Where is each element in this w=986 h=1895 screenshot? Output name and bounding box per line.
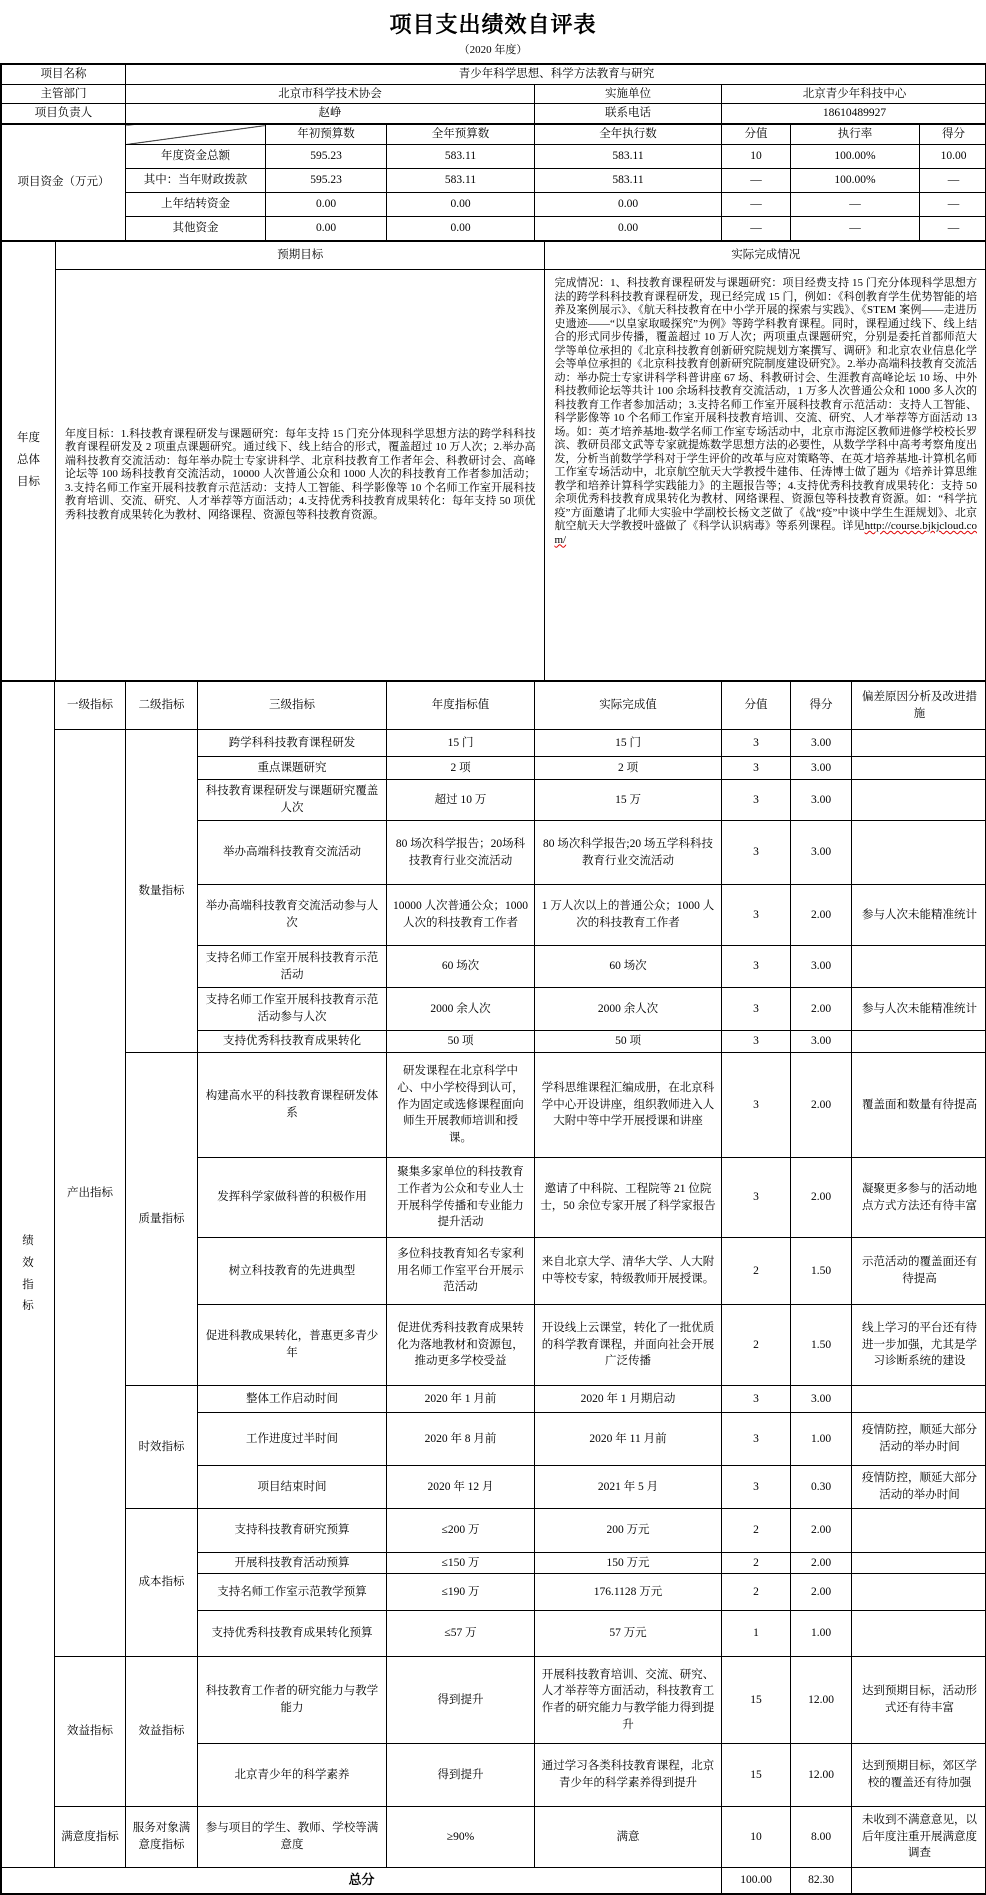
indicator-name: 参与项目的学生、教师、学校等满意度: [198, 1807, 387, 1868]
indicator-actual: 15 门: [535, 730, 722, 757]
header-target: 年度指标值: [387, 682, 535, 730]
funds-cell: 583.11: [387, 145, 535, 169]
impl-unit-value: 北京青少年科技中心: [722, 84, 986, 104]
funds-cell: 100.00%: [791, 145, 920, 169]
indicator-score: 3: [722, 1386, 791, 1413]
indicator-name: 开展科技教育活动预算: [198, 1553, 387, 1574]
indicator-deviation: [852, 730, 986, 757]
funds-row: [2, 145, 986, 169]
indicator-deviation: 疫情防控，顺延大部分活动的举办时间: [852, 1466, 986, 1509]
indicator-got: 8.00: [791, 1807, 852, 1868]
level2-cost: 成本指标: [126, 1509, 198, 1657]
indicator-name: 支持名师工作室示范教学预算: [198, 1574, 387, 1611]
indicator-deviation: [852, 1031, 986, 1053]
indicator-actual: 57 万元: [535, 1611, 722, 1657]
indicator-actual: 来自北京大学、清华大学、人大附中等校专家，特级教师开展授课。: [535, 1238, 722, 1305]
indicator-name: 支持优秀科技教育成果转化预算: [198, 1611, 387, 1657]
indicator-got: 1.00: [791, 1413, 852, 1466]
header-deviation: 偏差原因分析及改进措施: [852, 682, 986, 730]
funds-cell: 10.00: [920, 145, 986, 169]
indicator-actual: 80 场次科学报告;20 场五学科科技教育行业交流活动: [535, 821, 722, 885]
indicator-score: 2: [722, 1305, 791, 1386]
header-got: 得分: [791, 682, 852, 730]
funds-col-header: 执行率: [791, 125, 920, 145]
impl-unit-label: 实施单位: [535, 84, 722, 104]
funds-cell: —: [722, 169, 791, 193]
indicator-target: 研发课程在北京科学中心、中小学校得到认可，作为固定或选修课程面向师生开展教师培训和授课。: [387, 1053, 535, 1158]
indicator-target: 多位科技教育知名专家利用名师工作室平台开展示范活动: [387, 1238, 535, 1305]
indicator-target: ≥90%: [387, 1807, 535, 1868]
indicator-deviation: 覆盖面和数量有待提高: [852, 1053, 986, 1158]
indicator-score: 2: [722, 1574, 791, 1611]
dept-label: 主管部门: [2, 84, 126, 104]
indicator-target: ≤200 万: [387, 1509, 535, 1553]
indicator-actual: 150 万元: [535, 1553, 722, 1574]
indicator-score: 3: [722, 946, 791, 988]
indicator-deviation: 疫情防控，顺延大部分活动的举办时间: [852, 1413, 986, 1466]
indicator-score: 3: [722, 988, 791, 1031]
funds-cell: —: [791, 217, 920, 241]
indicator-got: 3.00: [791, 821, 852, 885]
indicator-actual: 50 项: [535, 1031, 722, 1053]
indicator-got: 1.50: [791, 1305, 852, 1386]
performance-side-label: 绩效指标: [2, 682, 55, 1868]
indicator-target: 2020 年 1 月前: [387, 1386, 535, 1413]
funds-row: [2, 169, 986, 193]
indicator-deviation: [852, 1611, 986, 1657]
indicator-deviation: 线上学习的平台还有待进一步加强，尤其是学习诊断系统的建设: [852, 1305, 986, 1386]
indicator-target: 50 项: [387, 1031, 535, 1053]
indicator-got: 12.00: [791, 1657, 852, 1744]
indicator-score: 15: [722, 1744, 791, 1807]
indicator-deviation: 未收到不满意意见，以后年度注重开展满意度调查: [852, 1807, 986, 1868]
phone-value: 18610489927: [722, 104, 986, 124]
indicator-target: 2020 年 8 月前: [387, 1413, 535, 1466]
indicator-score: 1: [722, 1611, 791, 1657]
perf-row: [2, 1807, 986, 1868]
perf-row: [2, 1509, 986, 1553]
indicator-target: 60 场次: [387, 946, 535, 988]
indicator-got: 2.00: [791, 1574, 852, 1611]
total-label: 总分: [2, 1868, 722, 1894]
funds-label: 项目资金（万元）: [2, 125, 126, 241]
perf-header-row: [2, 682, 986, 730]
indicator-actual: 2020 年 1 月期启动: [535, 1386, 722, 1413]
level1-benefit: 效益指标: [55, 1657, 126, 1807]
indicator-name: 跨学科科技教育课程研发: [198, 730, 387, 757]
indicator-score: 15: [722, 1657, 791, 1744]
indicator-got: 1.00: [791, 1611, 852, 1657]
funds-cell: 583.11: [535, 169, 722, 193]
indicator-deviation: 参与人次未能精准统计: [852, 988, 986, 1031]
indicator-got: 2.00: [791, 988, 852, 1031]
project-name-value: 青少年科学思想、科学方法教育与研究: [126, 65, 986, 85]
indicator-got: 3.00: [791, 730, 852, 757]
indicator-target: 10000 人次普通公众；1000 人次的科技教育工作者: [387, 885, 535, 946]
dept-value: 北京市科学技术协会: [126, 84, 535, 104]
indicator-deviation: [852, 1386, 986, 1413]
indicator-score: 2: [722, 1238, 791, 1305]
indicator-got: 3.00: [791, 780, 852, 821]
funds-cell: 0.00: [266, 217, 387, 241]
funds-col-header: 分值: [722, 125, 791, 145]
expected-goal-header: 预期目标: [56, 242, 545, 270]
indicator-target: 80 场次科学报告；20场科技教育行业交流活动: [387, 821, 535, 885]
indicator-actual: 15 万: [535, 780, 722, 821]
self-evaluation-form: [0, 63, 986, 1895]
indicator-got: 2.00: [791, 1553, 852, 1574]
page-title: 项目支出绩效自评表: [0, 8, 986, 39]
indicator-score: 3: [722, 1466, 791, 1509]
funds-cell: —: [791, 193, 920, 217]
total-got: 82.30: [791, 1868, 852, 1894]
indicator-actual: 开设线上云课堂，转化了一批优质的科学教育课程，并面向社会开展广泛传播: [535, 1305, 722, 1386]
indicator-deviation: 示范活动的覆盖面还有待提高: [852, 1238, 986, 1305]
indicator-deviation: [852, 1574, 986, 1611]
funds-cell: —: [920, 217, 986, 241]
indicator-name: 举办高端科技教育交流活动: [198, 821, 387, 885]
indicator-score: 3: [722, 1158, 791, 1238]
funds-cell: 0.00: [387, 217, 535, 241]
actual-completion-header: 实际完成情况: [545, 242, 986, 270]
funds-cell: 583.11: [535, 145, 722, 169]
funds-cell: —: [722, 193, 791, 217]
funds-col-header: 全年预算数: [387, 125, 535, 145]
indicator-name: 重点课题研究: [198, 757, 387, 780]
indicator-score: 3: [722, 885, 791, 946]
course-url: http://course.bjkjcloud.com/: [554, 520, 977, 546]
indicator-actual: 200 万元: [535, 1509, 722, 1553]
header-level1: 一级指标: [55, 682, 126, 730]
funds-cell: 10: [722, 145, 791, 169]
leader-label: 项目负责人: [2, 104, 126, 124]
project-name-label: 项目名称: [2, 65, 126, 85]
perf-row: [2, 1657, 986, 1744]
info-table: [1, 64, 986, 124]
funds-cell: 0.00: [535, 193, 722, 217]
level2-satisfaction: 服务对象满意度指标: [126, 1807, 198, 1868]
funds-cell: —: [920, 193, 986, 217]
indicator-actual: 2021 年 5 月: [535, 1466, 722, 1509]
indicator-target: 得到提升: [387, 1744, 535, 1807]
expected-goal-text: 年度目标：1.科技教育课程研发与课题研究：每年支持 15 门充分体现科学思想方法的跨学科科技教育课程研发及 2 项重点课题研究。通过线下、线上结合的形式，覆盖超过 10 万人次；2.举办高端科技教育交流活动：每年举办院士专家讲科学、北京科技教育工作者年会、科教研讨会、高峰论坛等 100 场科技教育交流活动，10000 人次普通公众和 1000 人次的科技教育工作者参加活动；3.支持名师工作室开展科技教育示范活动：支持人工智能、科学影像等 10 个名师工作室开展科技教育培训、交流、研究、人才举荐等方面活动；4.支持优秀科技教育成果转化：每年支持 50 项优秀科技教育成果转化为教材、网络课程、资源包等科技教育资源。: [56, 270, 545, 681]
indicator-name: 科技教育课程研发与课题研究覆盖人次: [198, 780, 387, 821]
funds-col-header: 得分: [920, 125, 986, 145]
phone-label: 联系电话: [535, 104, 722, 124]
funds-cell: —: [920, 169, 986, 193]
indicator-name: 支持优秀科技教育成果转化: [198, 1031, 387, 1053]
indicator-name: 支持科技教育研究预算: [198, 1509, 387, 1553]
indicator-deviation: 参与人次未能精准统计: [852, 885, 986, 946]
page-subtitle: （2020 年度）: [0, 41, 986, 57]
level2-quality: 质量指标: [126, 1053, 198, 1386]
indicator-target: 2020 年 12 月: [387, 1466, 535, 1509]
indicator-actual: 2000 余人次: [535, 988, 722, 1031]
indicator-got: 2.00: [791, 885, 852, 946]
indicator-actual: 176.1128 万元: [535, 1574, 722, 1611]
indicator-actual: 学科思维课程汇编成册，在北京科学中心开设讲座，组织教师进入人大附中等中学开展授课和讲座: [535, 1053, 722, 1158]
indicator-got: 0.30: [791, 1466, 852, 1509]
indicator-deviation: 达到预期目标，活动形式还有待丰富: [852, 1657, 986, 1744]
annual-goal-side-label: 年度总体目标: [2, 242, 56, 681]
indicator-got: 3.00: [791, 1031, 852, 1053]
funds-cell: 0.00: [387, 193, 535, 217]
indicator-score: 10: [722, 1807, 791, 1868]
indicator-target: 15 门: [387, 730, 535, 757]
indicator-score: 3: [722, 821, 791, 885]
indicator-name: 北京青少年的科学素养: [198, 1744, 387, 1807]
indicator-target: ≤57 万: [387, 1611, 535, 1657]
indicator-score: 3: [722, 757, 791, 780]
indicator-deviation: [852, 1553, 986, 1574]
indicator-name: 促进科教成果转化，普惠更多青少年: [198, 1305, 387, 1386]
indicator-score: 3: [722, 1053, 791, 1158]
indicator-name: 发挥科学家做科普的积极作用: [198, 1158, 387, 1238]
indicator-got: 2.00: [791, 1053, 852, 1158]
indicator-got: 12.00: [791, 1744, 852, 1807]
perf-row: [2, 730, 986, 757]
header-score: 分值: [722, 682, 791, 730]
level2-quantity: 数量指标: [126, 730, 198, 1053]
indicator-target: 超过 10 万: [387, 780, 535, 821]
indicator-deviation: [852, 1509, 986, 1553]
indicator-deviation: [852, 821, 986, 885]
funds-cell: 0.00: [266, 193, 387, 217]
indicator-actual: 2020 年 11 月前: [535, 1413, 722, 1466]
header-level3: 三级指标: [198, 682, 387, 730]
perf-row: [2, 1053, 986, 1158]
funds-table: [1, 124, 986, 241]
level1-satisfaction: 满意度指标: [55, 1807, 126, 1868]
indicator-target: 得到提升: [387, 1657, 535, 1744]
indicator-got: 3.00: [791, 1386, 852, 1413]
indicator-name: 树立科技教育的先进典型: [198, 1238, 387, 1305]
funds-col-header: 年初预算数: [266, 125, 387, 145]
indicator-actual: 邀请了中科院、工程院等 21 位院士，50 余位专家开展了科学家报告: [535, 1158, 722, 1238]
indicator-actual: 1 万人次以上的普通公众；1000 人次的科技教育工作者: [535, 885, 722, 946]
indicator-target: 2 项: [387, 757, 535, 780]
indicator-deviation: [852, 757, 986, 780]
indicator-deviation: [852, 780, 986, 821]
performance-table: [1, 681, 986, 1894]
indicator-target: 促进优秀科技教育成果转化为落地教材和资源包，推动更多学校受益: [387, 1305, 535, 1386]
indicator-name: 构建高水平的科技教育课程研发体系: [198, 1053, 387, 1158]
funds-cell: 583.11: [387, 169, 535, 193]
indicator-deviation: 达到预期目标，郊区学校的覆盖还有待加强: [852, 1744, 986, 1807]
indicator-deviation: 凝聚更多参与的活动地点方式方法还有待丰富: [852, 1158, 986, 1238]
indicator-got: 2.00: [791, 1509, 852, 1553]
funds-col-header: 全年执行数: [535, 125, 722, 145]
indicator-got: 3.00: [791, 757, 852, 780]
indicator-actual: 2 项: [535, 757, 722, 780]
indicator-score: 3: [722, 1031, 791, 1053]
indicator-target: ≤150 万: [387, 1553, 535, 1574]
indicator-target: 2000 余人次: [387, 988, 535, 1031]
indicator-score: 2: [722, 1553, 791, 1574]
funds-cell: 595.23: [266, 169, 387, 193]
funds-row-label: 其中：当年财政拨款: [126, 169, 266, 193]
indicator-name: 工作进度过半时间: [198, 1413, 387, 1466]
funds-cell: 0.00: [535, 217, 722, 241]
funds-row-label: 上年结转资金: [126, 193, 266, 217]
indicator-score: 3: [722, 780, 791, 821]
indicator-name: 科技教育工作者的研究能力与教学能力: [198, 1657, 387, 1744]
indicator-got: 1.50: [791, 1238, 852, 1305]
actual-completion-text: 完成情况：1、科技教育课程研发与课题研究：项目经费支持 15 门充分体现科学思想方法的跨学科科技教育课程研发，现已经完成 15 门，例如：《科创教育学生优势智能的培养及案例展示》、《航天科技教育在中小学开展的探索与实践》、《STEM 案例——走进历史遗迹——“以皇家取暖探究”为例》等跨学科教育课程。同时，课程通过线下、线上结合的形式同步传播，覆盖超过 10 万人次；两项重点课题研究，分别是委托首都师范大学等单位承担的《北京科技教育创新研究院规划方案撰写、调研》和北京农业信息化学会等单位承担的《北京科技教育创新研究院制度建设研究》。2.举办高端科技教育交流活动：举办院士专家讲科学科普讲座 67 场、科教研讨会、生涯教育高峰论坛 10 场、中外科技教师论坛等共计 100 余场科技教育交流活动，1 万多人次普通公众和 1000 多人次的科技教育工作者参加活动；3.支持名师工作室开展科技教育示范活动：支持人工智能、科学影像等 10 个名师工作室开展科技教育培训、交流、研究、人才举荐等方面活动 13 场。如：英才培养基地-数学名师工作室专场活动中，北京市海淀区教师进修学校校长罗滨、教研员邵文武等专家就提炼数学思想方法的必要性，从数学学科中高考考察角度出发，分析当前数学学科对于学生评价的改革与应对策略等、在英才培养基地-计算机名师工作室专场活动中，北京航空航天大学教授牛建伟、任涛博士做了题为《培养计算思维教学和培养计算科学实践能力》的主题报告等；4.支持优秀科技教育成果转化：支持 50 余项优秀科技教育成果转化为教材、网络课程、资源包等科技教育资源。如：“科学抗疫”方面邀请了北师大实验中学副校长杨文芝做了《战“疫”中谈中学生生涯规划》、北京航空航天大学教授叶盛做了《科学认识病毒》等系列课程。详见http://course.bjkjcloud.com/: [545, 270, 986, 681]
header-level2: 二级指标: [126, 682, 198, 730]
indicator-score: 3: [722, 1413, 791, 1466]
total-score: 100.00: [722, 1868, 791, 1894]
header-actual: 实际完成值: [535, 682, 722, 730]
level2-time: 时效指标: [126, 1386, 198, 1509]
indicator-name: 举办高端科技教育交流活动参与人次: [198, 885, 387, 946]
perf-row: [2, 1386, 986, 1413]
indicator-actual: 满意: [535, 1807, 722, 1868]
funds-cell: 100.00%: [791, 169, 920, 193]
funds-row-label: 年度资金总额: [126, 145, 266, 169]
annual-goal-table: [1, 241, 986, 681]
indicator-deviation: [852, 946, 986, 988]
indicator-name: 支持名师工作室开展科技教育示范活动参与人次: [198, 988, 387, 1031]
indicator-target: 聚集多家单位的科技教育工作者为公众和专业人士开展科学传播和专业能力提升活动: [387, 1158, 535, 1238]
funds-diagonal-cell: [126, 125, 266, 145]
indicator-got: 3.00: [791, 946, 852, 988]
indicator-score: 3: [722, 730, 791, 757]
level2-benefit: 效益指标: [126, 1657, 198, 1807]
indicator-target: ≤190 万: [387, 1574, 535, 1611]
indicator-actual: 开展科技教育培训、交流、研究、人才举荐等方面活动，科技教育工作者的研究能力与教学能力得到提升: [535, 1657, 722, 1744]
funds-row: [2, 193, 986, 217]
indicator-name: 整体工作启动时间: [198, 1386, 387, 1413]
level1-output: 产出指标: [55, 730, 126, 1657]
funds-cell: —: [722, 217, 791, 241]
leader-value: 赵峥: [126, 104, 535, 124]
funds-row: [2, 217, 986, 241]
indicator-name: 项目结束时间: [198, 1466, 387, 1509]
indicator-actual: 通过学习各类科技教育课程，北京青少年的科学素养得到提升: [535, 1744, 722, 1807]
indicator-score: 2: [722, 1509, 791, 1553]
funds-row-label: 其他资金: [126, 217, 266, 241]
indicator-name: 支持名师工作室开展科技教育示范活动: [198, 946, 387, 988]
indicator-actual: 60 场次: [535, 946, 722, 988]
indicator-got: 2.00: [791, 1158, 852, 1238]
funds-cell: 595.23: [266, 145, 387, 169]
